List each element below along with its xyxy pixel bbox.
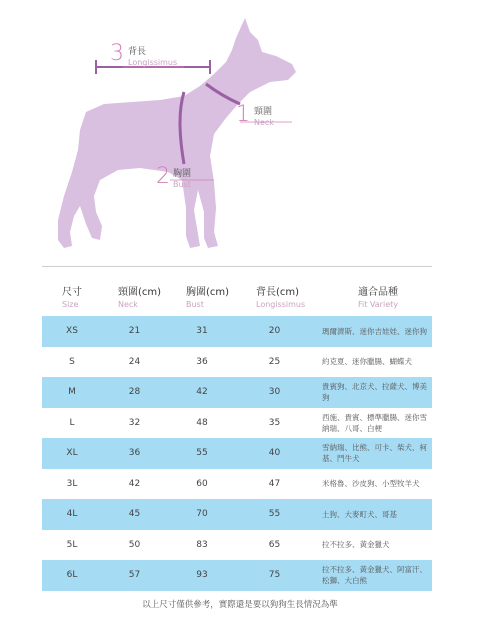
back-label-cn: 背長 bbox=[128, 47, 147, 57]
longissimus-cell: 75 bbox=[268, 570, 281, 581]
table-row bbox=[42, 347, 432, 378]
header-fit-variety: 適合品種 Fit Variety bbox=[358, 287, 398, 309]
back-number: 3 bbox=[110, 41, 124, 66]
header-size: 尺寸 Size bbox=[62, 287, 82, 309]
variety-cell: 貴賓狗、北京犬、拉薩犬、博美狗 bbox=[322, 382, 427, 403]
size-cell: XL bbox=[66, 448, 78, 459]
neck-cell: 42 bbox=[128, 478, 141, 489]
header-neck: 頸圍(cm) Neck bbox=[118, 287, 162, 309]
neck-cell: 28 bbox=[128, 387, 141, 398]
bust-number: 2 bbox=[156, 164, 170, 189]
variety-cell: 拉不拉多、黃金獵犬、阿富汗、松獅、大白熊 bbox=[322, 565, 427, 586]
bust-label-en: Bust bbox=[173, 180, 191, 189]
dog-measurement-diagram bbox=[0, 0, 480, 262]
variety-cell: 瑪爾濟斯、迷你吉娃娃、迷你狗 bbox=[322, 326, 427, 336]
size-cell: L bbox=[69, 417, 75, 428]
longissimus-cell: 20 bbox=[268, 326, 281, 337]
bust-cell: 48 bbox=[196, 417, 208, 428]
bust-cell: 42 bbox=[196, 387, 208, 398]
neck-cell: 36 bbox=[128, 448, 141, 459]
size-cell: 4L bbox=[66, 509, 78, 520]
header-longissimus: 背長(cm) Longissimus bbox=[256, 287, 306, 309]
table-row bbox=[42, 499, 432, 530]
bust-cell: 36 bbox=[196, 356, 208, 367]
neck-number: 1 bbox=[236, 102, 250, 127]
neck-cell: 45 bbox=[128, 509, 141, 520]
table-row bbox=[42, 408, 432, 439]
longissimus-cell: 30 bbox=[268, 387, 281, 398]
variety-cell: 雪納瑞、比熊、可卡、柴犬、柯基、鬥牛犬 bbox=[322, 443, 427, 464]
bust-label-cn: 胸圍 bbox=[173, 169, 192, 179]
size-cell: XS bbox=[66, 326, 78, 337]
variety-cell: 土狗、大麥町犬、哥基 bbox=[322, 509, 397, 519]
header-bust: 胸圍(cm) Bust bbox=[186, 287, 230, 309]
dog-silhouette bbox=[58, 18, 296, 248]
size-cell: 5L bbox=[66, 539, 78, 550]
neck-cell: 32 bbox=[128, 417, 141, 428]
variety-cell: 約克夏、迷你臘腸、蝴蝶犬 bbox=[322, 357, 412, 367]
variety-cell: 西施、貴賓、標準臘腸、迷你雪納瑞、八哥、白梗 bbox=[322, 412, 427, 433]
table-row bbox=[42, 530, 432, 561]
bust-cell: 83 bbox=[196, 539, 208, 550]
table-row bbox=[42, 316, 432, 347]
longissimus-cell: 55 bbox=[268, 509, 281, 520]
longissimus-cell: 47 bbox=[268, 478, 281, 489]
neck-cell: 21 bbox=[128, 326, 141, 337]
divider bbox=[42, 266, 432, 267]
size-cell: S bbox=[69, 356, 75, 367]
neck-cell: 50 bbox=[128, 539, 141, 550]
variety-cell: 米格魯、沙皮狗、小型牧羊犬 bbox=[322, 479, 420, 489]
table-row bbox=[42, 377, 432, 408]
bust-cell: 60 bbox=[196, 478, 208, 489]
neck-cell: 24 bbox=[128, 356, 141, 367]
neck-label-en: Neck bbox=[254, 118, 274, 127]
size-cell: 3L bbox=[66, 478, 78, 489]
size-cell: M bbox=[68, 387, 76, 398]
size-cell: 6L bbox=[66, 570, 78, 581]
dog-silhouette-illustration bbox=[0, 0, 480, 262]
back-label-en: Longissimus bbox=[128, 58, 178, 67]
neck-cell: 57 bbox=[128, 570, 141, 581]
table-row bbox=[42, 438, 432, 469]
longissimus-cell: 35 bbox=[268, 417, 281, 428]
longissimus-cell: 25 bbox=[268, 356, 281, 367]
bust-cell: 93 bbox=[196, 570, 208, 581]
table-row bbox=[42, 469, 432, 500]
neck-label-cn: 頸圍 bbox=[254, 107, 273, 117]
size-table bbox=[42, 316, 432, 591]
bust-cell: 70 bbox=[196, 509, 208, 520]
longissimus-cell: 40 bbox=[268, 448, 281, 459]
variety-cell: 拉不拉多、黃金獵犬 bbox=[322, 540, 390, 550]
bust-cell: 55 bbox=[196, 448, 208, 459]
table-header bbox=[0, 283, 480, 313]
footnote: 以上尺寸僅供參考，實際還是要以狗狗生長情況為準 bbox=[142, 600, 338, 610]
longissimus-cell: 65 bbox=[268, 539, 281, 550]
table-row bbox=[42, 560, 432, 591]
bust-cell: 31 bbox=[196, 326, 208, 337]
